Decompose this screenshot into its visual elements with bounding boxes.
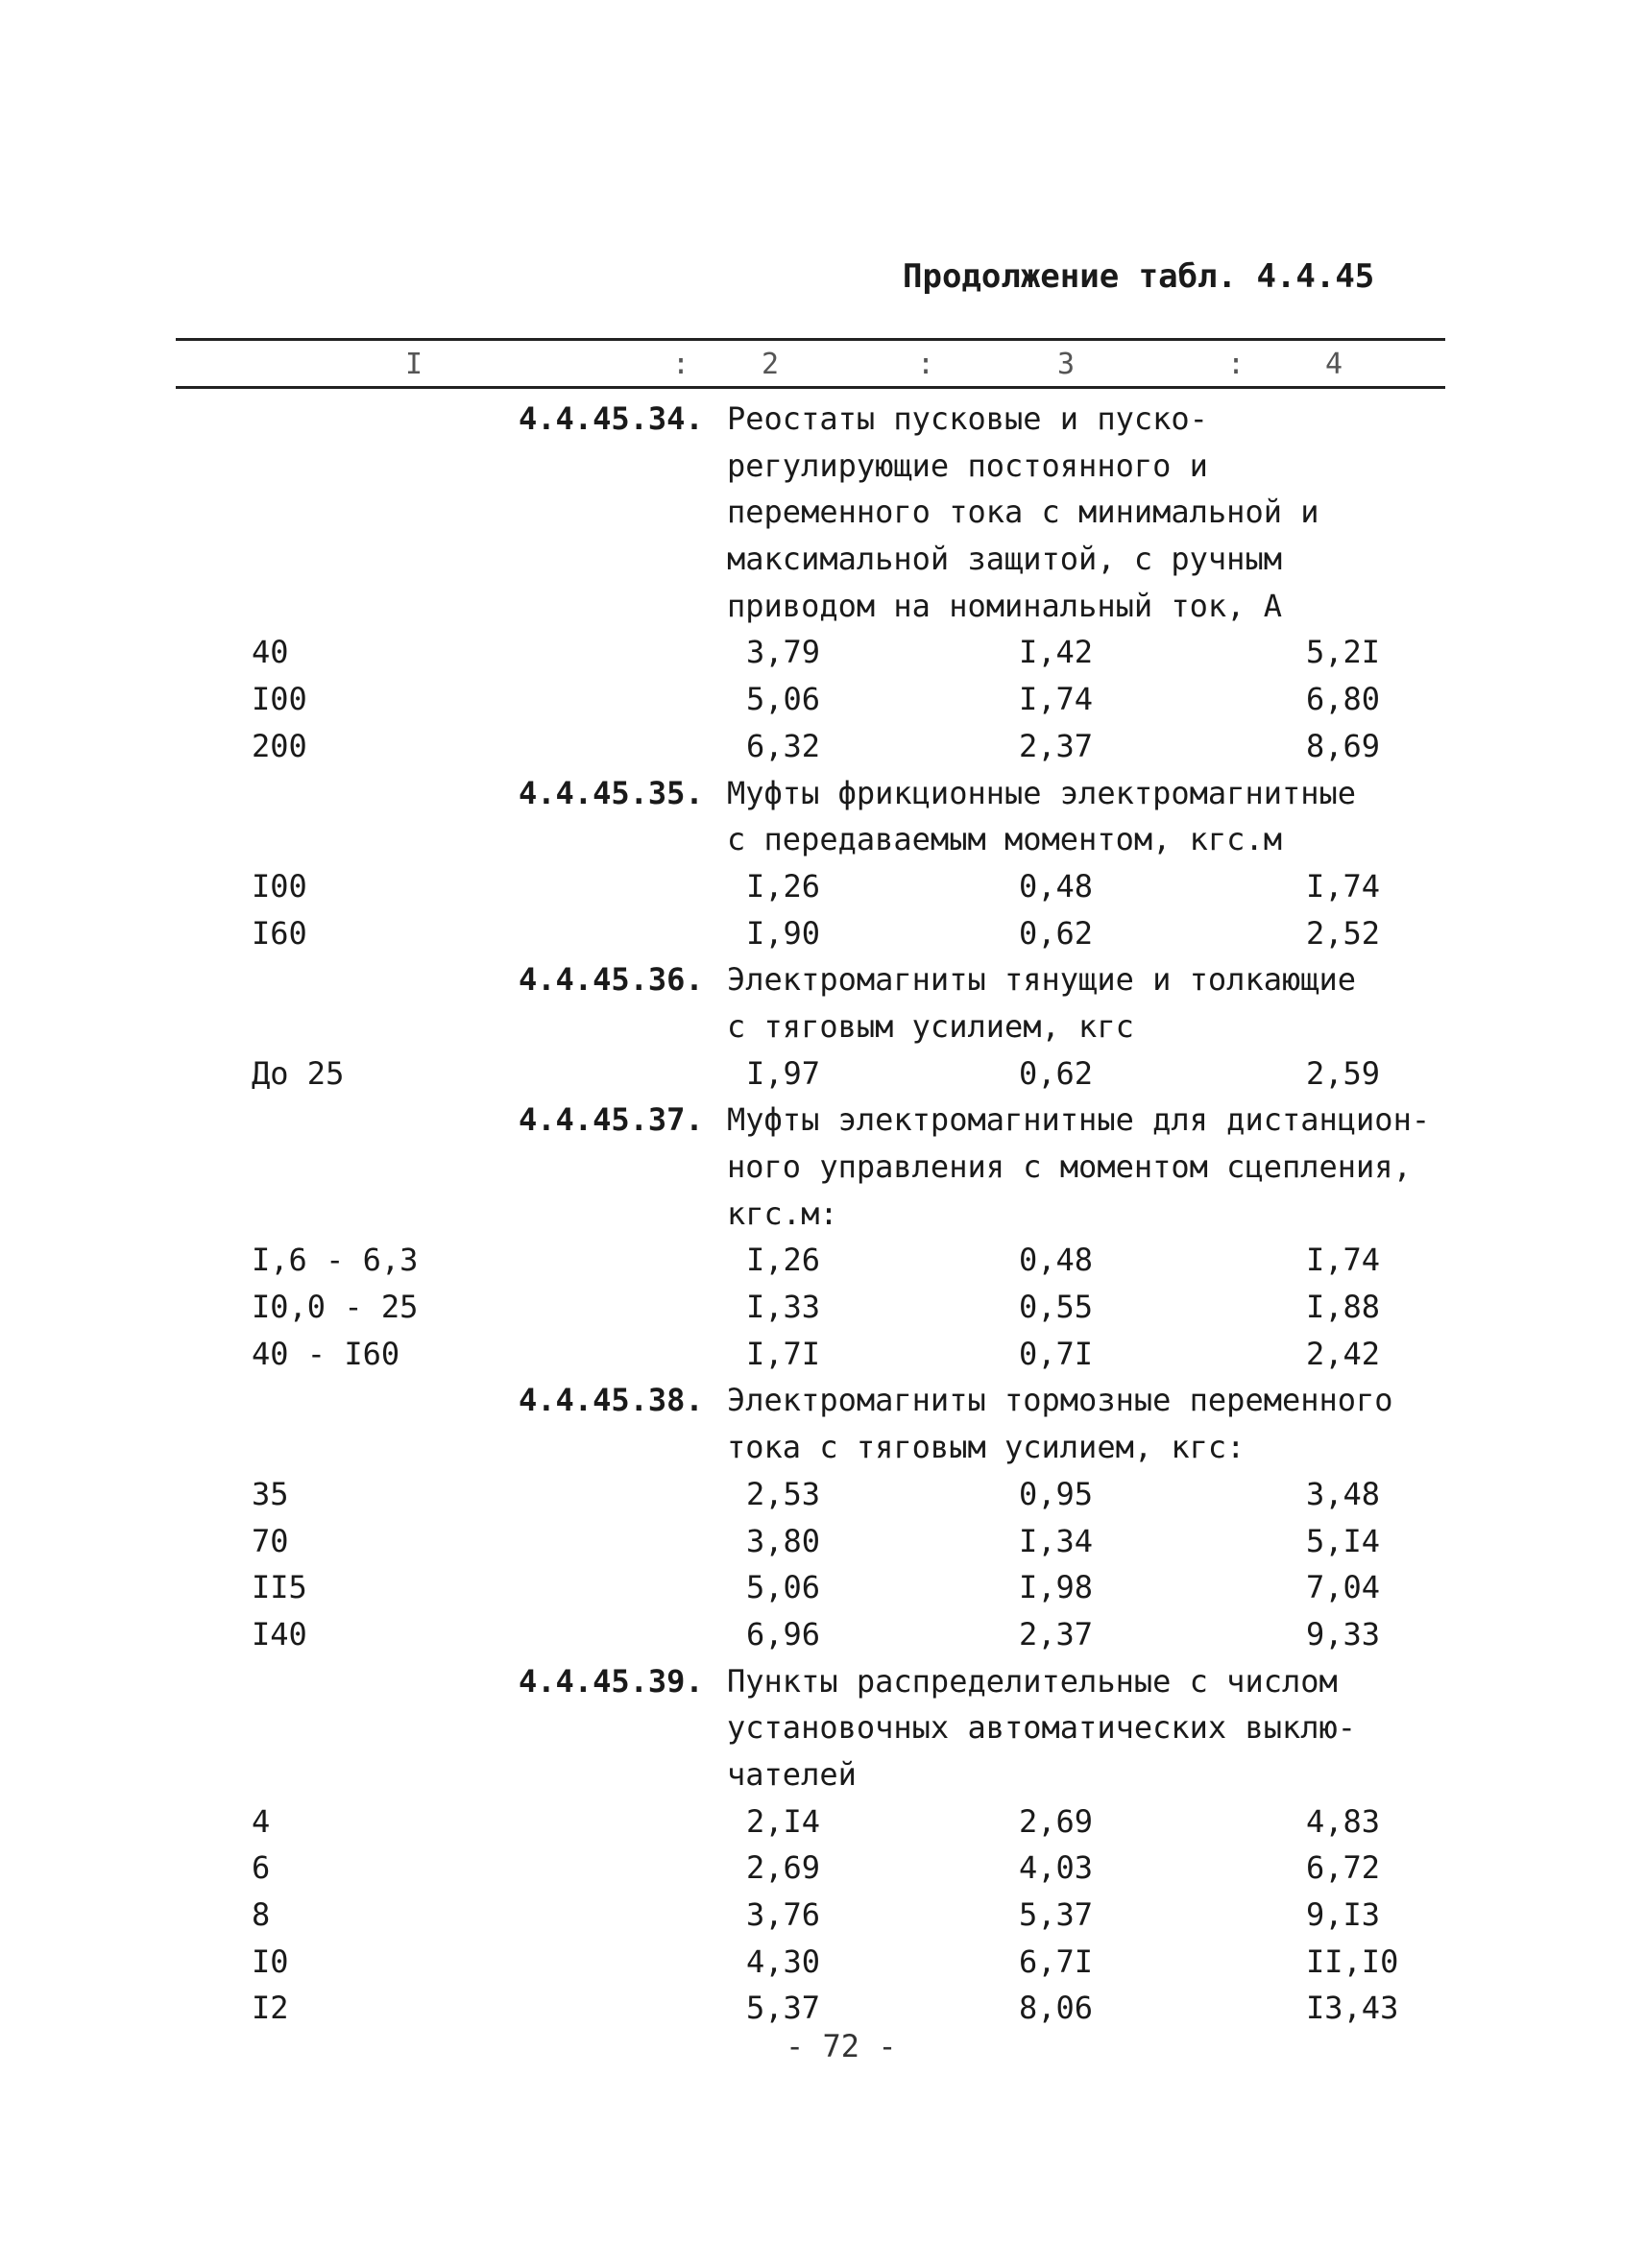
cell-column-3: 5,37 [1019, 1896, 1094, 1933]
table-row [0, 629, 1645, 676]
section-description: чателей [727, 1755, 857, 1793]
cell-parameter: II5 [252, 1569, 307, 1606]
section-code: 4.4.45.36. [519, 961, 704, 999]
section-row [0, 1377, 1645, 1424]
cell-column-2: 5,06 [746, 681, 821, 718]
cell-parameter: I00 [252, 681, 307, 718]
description-continuation-row [0, 816, 1645, 863]
cell-column-2: 2,69 [746, 1849, 821, 1887]
description-continuation-row [0, 1191, 1645, 1238]
cell-parameter: 6 [252, 1849, 271, 1887]
cell-column-3: I,98 [1019, 1569, 1094, 1606]
cell-parameter: I2 [252, 1990, 289, 2027]
description-continuation-row [0, 583, 1645, 630]
cell-column-2: 3,76 [746, 1896, 821, 1933]
cell-column-4: 9,33 [1306, 1615, 1381, 1653]
cell-column-4: 9,I3 [1306, 1896, 1381, 1933]
cell-column-4: 4,83 [1306, 1802, 1381, 1840]
cell-column-2: 5,06 [746, 1569, 821, 1606]
section-description: приводом на номинальный ток, А [727, 587, 1282, 624]
cell-column-4: I,88 [1306, 1289, 1381, 1326]
cell-parameter: I00 [252, 867, 307, 905]
cell-column-4: II,I0 [1306, 1942, 1399, 1980]
table-continuation-title: Продолжение табл. 4.4.45 [903, 257, 1375, 296]
cell-parameter: 35 [252, 1475, 289, 1512]
section-row [0, 1658, 1645, 1705]
table-row [0, 1237, 1645, 1284]
table-body [0, 396, 1645, 2032]
section-description: максимальной защитой, с ручным [727, 541, 1282, 578]
column-header-3: 3 [1057, 348, 1076, 381]
cell-column-4: 3,48 [1306, 1475, 1381, 1512]
section-row [0, 396, 1645, 443]
section-description: Электромагниты тянущие и толкающие [727, 961, 1357, 999]
section-description: установочных автоматических выклю- [727, 1709, 1357, 1747]
cell-column-2: I,97 [746, 1054, 821, 1092]
section-description: с передаваемым моментом, кгс.м [727, 821, 1282, 858]
cell-column-3: I,42 [1019, 634, 1094, 671]
section-code: 4.4.45.39. [519, 1662, 704, 1700]
cell-column-4: 2,52 [1306, 914, 1381, 952]
column-header-2: 2 [762, 348, 780, 381]
section-description: кгс.м: [727, 1194, 838, 1232]
cell-column-4: I,74 [1306, 1242, 1381, 1279]
section-description: переменного тока с минимальной и [727, 494, 1319, 531]
cell-column-3: 0,62 [1019, 914, 1094, 952]
section-description: Муфты электромагнитные для дистанцион- [727, 1101, 1431, 1139]
cell-column-2: 2,I4 [746, 1802, 821, 1840]
header-bottom-rule [176, 386, 1445, 389]
cell-column-3: I,74 [1019, 681, 1094, 718]
cell-column-3: 0,48 [1019, 867, 1094, 905]
cell-parameter: I60 [252, 914, 307, 952]
cell-parameter: I40 [252, 1615, 307, 1653]
column-separator: : [1227, 348, 1246, 381]
column-separator: : [672, 348, 690, 381]
section-description: регулирующие постоянного и [727, 446, 1208, 484]
cell-parameter: До 25 [252, 1054, 345, 1092]
cell-column-4: 5,I4 [1306, 1522, 1381, 1559]
description-continuation-row [0, 536, 1645, 583]
section-row [0, 770, 1645, 817]
cell-column-3: 8,06 [1019, 1990, 1094, 2027]
header-top-rule [176, 338, 1445, 341]
section-row [0, 956, 1645, 1003]
cell-column-2: I,26 [746, 1242, 821, 1279]
table-row [0, 1471, 1645, 1518]
cell-parameter: 200 [252, 727, 307, 764]
cell-parameter: I0 [252, 1942, 289, 1980]
cell-parameter: 4 [252, 1802, 271, 1840]
cell-column-3: 0,55 [1019, 1289, 1094, 1326]
cell-column-3: 2,37 [1019, 1615, 1094, 1653]
table-row [0, 910, 1645, 957]
section-row [0, 1097, 1645, 1144]
cell-column-3: I,34 [1019, 1522, 1094, 1559]
column-header-4: 4 [1325, 348, 1343, 381]
description-continuation-row [0, 1144, 1645, 1191]
cell-column-4: 2,42 [1306, 1335, 1381, 1372]
cell-column-3: 6,7I [1019, 1942, 1094, 1980]
section-description: Пункты распределительные с числом [727, 1662, 1338, 1700]
cell-column-2: 2,53 [746, 1475, 821, 1512]
cell-column-4: 6,80 [1306, 681, 1381, 718]
cell-column-3: 2,69 [1019, 1802, 1094, 1840]
description-continuation-row [0, 1704, 1645, 1751]
cell-column-2: 6,32 [746, 727, 821, 764]
table-row [0, 1611, 1645, 1658]
cell-column-2: 4,30 [746, 1942, 821, 1980]
cell-column-4: 2,59 [1306, 1054, 1381, 1092]
column-separator: : [917, 348, 935, 381]
section-code: 4.4.45.35. [519, 774, 704, 811]
table-row [0, 1331, 1645, 1378]
table-row [0, 1564, 1645, 1611]
table-row [0, 1939, 1645, 1986]
cell-column-4: I3,43 [1306, 1990, 1399, 2027]
cell-column-2: I,33 [746, 1289, 821, 1326]
cell-parameter: 40 [252, 634, 289, 671]
cell-parameter: 40 - I60 [252, 1335, 400, 1372]
table-row [0, 723, 1645, 770]
section-code: 4.4.45.37. [519, 1101, 704, 1139]
cell-parameter: 70 [252, 1522, 289, 1559]
table-row [0, 1284, 1645, 1331]
table-row [0, 863, 1645, 910]
cell-parameter: I0,0 - 25 [252, 1289, 419, 1326]
section-description: Реостаты пусковые и пуско- [727, 400, 1208, 437]
table-row [0, 676, 1645, 723]
cell-parameter: 8 [252, 1896, 271, 1933]
section-code: 4.4.45.38. [519, 1382, 704, 1419]
cell-column-3: 0,7I [1019, 1335, 1094, 1372]
cell-column-4: 8,69 [1306, 727, 1381, 764]
cell-column-2: 3,80 [746, 1522, 821, 1559]
cell-parameter: I,6 - 6,3 [252, 1242, 419, 1279]
section-description: с тяговым усилием, кгс [727, 1007, 1134, 1045]
description-continuation-row [0, 443, 1645, 490]
cell-column-3: 0,62 [1019, 1054, 1094, 1092]
description-continuation-row [0, 1424, 1645, 1471]
cell-column-4: I,74 [1306, 867, 1381, 905]
table-row [0, 1050, 1645, 1098]
cell-column-3: 2,37 [1019, 727, 1094, 764]
cell-column-3: 4,03 [1019, 1849, 1094, 1887]
table-row [0, 1892, 1645, 1939]
cell-column-3: 0,48 [1019, 1242, 1094, 1279]
column-header-1: I [405, 348, 423, 381]
cell-column-4: 7,04 [1306, 1569, 1381, 1606]
page-number: - 72 - [786, 2028, 897, 2064]
table-row [0, 1985, 1645, 2032]
cell-column-3: 0,95 [1019, 1475, 1094, 1512]
cell-column-4: 6,72 [1306, 1849, 1381, 1887]
cell-column-4: 5,2I [1306, 634, 1381, 671]
description-continuation-row [0, 1003, 1645, 1050]
table-row [0, 1518, 1645, 1565]
section-description: Электромагниты тормозные переменного [727, 1382, 1393, 1419]
description-continuation-row [0, 489, 1645, 536]
cell-column-2: I,90 [746, 914, 821, 952]
cell-column-2: 6,96 [746, 1615, 821, 1653]
table-row [0, 1798, 1645, 1846]
cell-column-2: 3,79 [746, 634, 821, 671]
section-description: Муфты фрикционные электромагнитные [727, 774, 1357, 811]
section-code: 4.4.45.34. [519, 400, 704, 437]
cell-column-2: 5,37 [746, 1990, 821, 2027]
cell-column-2: I,26 [746, 867, 821, 905]
table-row [0, 1845, 1645, 1892]
section-description: тока с тяговым усилием, кгс: [727, 1429, 1246, 1466]
section-description: ного управления с моментом сцепления, [727, 1148, 1412, 1185]
description-continuation-row [0, 1751, 1645, 1798]
cell-column-2: I,7I [746, 1335, 821, 1372]
